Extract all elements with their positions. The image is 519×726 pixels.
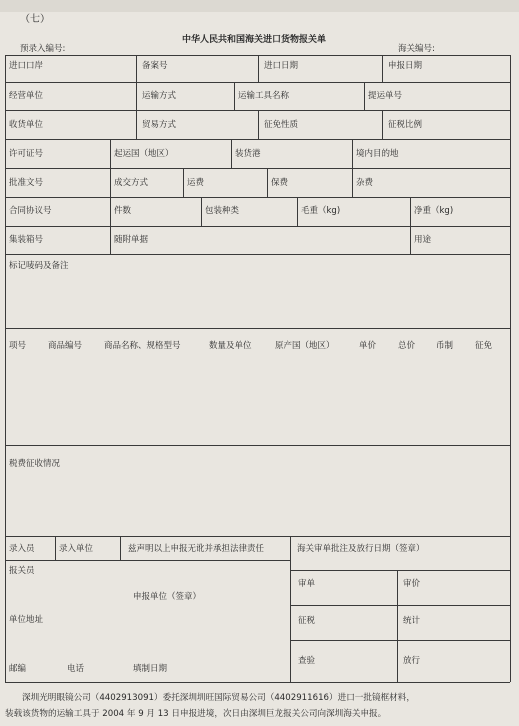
net-weight-field: 净重（kg) <box>414 206 454 216</box>
goods-header-unit-price: 单价 <box>359 341 377 351</box>
bill-of-lading-field: 提运单号 <box>368 91 403 101</box>
entry-unit-label: 录入单位 <box>59 544 94 554</box>
unit-address-label: 单位地址 <box>9 615 44 625</box>
loading-port-field: 装货港 <box>235 149 261 159</box>
form-title: 中华人民共和国海关进口货物报关单 <box>182 35 327 45</box>
section-label: （七） <box>20 14 50 25</box>
goods-header-name-spec: 商品名称、规格型号 <box>104 341 181 351</box>
record-number-field: 备案号 <box>142 61 168 71</box>
insurance-field: 保费 <box>271 178 289 188</box>
declaring-unit-label: 申报单位（签章） <box>133 592 202 602</box>
declaration-statement: 兹声明以上申报无讹并承担法律责任 <box>128 544 265 554</box>
package-count-field: 件数 <box>114 206 132 216</box>
transaction-method-field: 成交方式 <box>114 178 149 188</box>
origin-country-field: 起运国（地区） <box>114 149 174 159</box>
goods-header-item-no: 项号 <box>9 341 27 351</box>
transport-vehicle-field: 运输工具名称 <box>238 91 290 101</box>
inspection-label: 查验 <box>298 656 316 666</box>
exemption-nature-field: 征免性质 <box>264 120 299 130</box>
attached-documents-field: 随附单据 <box>114 235 149 245</box>
transport-mode-field: 运输方式 <box>142 91 177 101</box>
entry-person-label: 录入员 <box>9 544 35 554</box>
statistics-label: 统计 <box>403 616 421 626</box>
declarant-label: 报关员 <box>9 566 35 576</box>
domestic-destination-field: 境内目的地 <box>356 149 399 159</box>
import-date-field: 进口日期 <box>264 61 299 71</box>
customs-number-label: 海关编号: <box>398 44 435 54</box>
phone-label: 电话 <box>67 664 85 674</box>
gross-weight-field: 毛重（kg) <box>301 206 341 216</box>
package-type-field: 包装种类 <box>205 206 240 216</box>
customs-approval-label: 海关审单批注及放行日期（签章） <box>297 544 425 554</box>
fill-date-label: 填制日期 <box>133 664 168 674</box>
review-label: 审单 <box>298 579 316 589</box>
declaration-date-field: 申报日期 <box>388 61 423 71</box>
tax-ratio-field: 征税比例 <box>388 120 423 130</box>
container-number-field: 集装箱号 <box>9 235 44 245</box>
misc-fees-field: 杂费 <box>356 178 374 188</box>
operating-unit-field: 经营单位 <box>9 91 44 101</box>
goods-header-origin: 原产国（地区） <box>275 341 335 351</box>
tax-label: 征税 <box>298 616 316 626</box>
goods-header-quantity-unit: 数量及单位 <box>209 341 252 351</box>
approval-number-field: 批准文号 <box>9 178 44 188</box>
license-number-field: 许可证号 <box>9 149 44 159</box>
pricing-label: 审价 <box>403 579 421 589</box>
top-shadow <box>0 0 519 12</box>
trade-mode-field: 贸易方式 <box>142 120 177 130</box>
case-description-line-1: 深圳光明眼镜公司（4402913091）委托深圳圳旺国际贸易公司（4402911616）进口一批镜框材料， <box>22 693 415 703</box>
consignee-unit-field: 收货单位 <box>9 120 44 130</box>
postcode-label: 邮编 <box>9 664 27 674</box>
tax-collection-label: 税费征收情况 <box>9 459 61 469</box>
case-description-line-2: 装载该货物的运输工具于 2004 年 9 月 13 日申报进境，次日由深圳巨龙报关公司向深圳海关申报。 <box>5 709 387 719</box>
goods-header-exemption: 征免 <box>475 341 493 351</box>
usage-field: 用途 <box>414 235 432 245</box>
release-label: 放行 <box>403 656 421 666</box>
marks-remarks-label: 标记唛码及备注 <box>9 261 69 271</box>
goods-header-currency: 币制 <box>436 341 454 351</box>
goods-header-commodity-code: 商品编号 <box>48 341 83 351</box>
import-port-field: 进口口岸 <box>9 61 44 71</box>
goods-header-total-price: 总价 <box>398 341 416 351</box>
freight-field: 运费 <box>187 178 205 188</box>
contract-number-field: 合同协议号 <box>9 206 52 216</box>
preentry-number-label: 预录入编号: <box>20 44 66 54</box>
